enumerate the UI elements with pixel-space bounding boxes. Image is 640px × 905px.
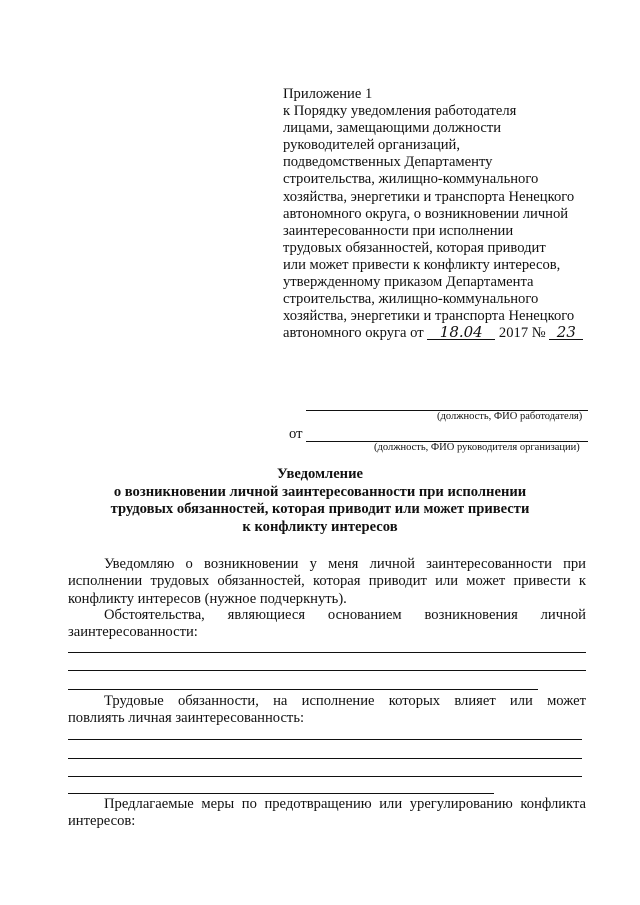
fill-line [68,670,586,671]
fill-line [68,793,494,794]
title-line: Уведомление [277,466,363,482]
title-line: к конфликту интересов [242,518,398,535]
appendix-line: строительства, жилищно-коммунального [283,171,539,188]
fill-line [68,652,586,653]
appendix-order-line [283,325,603,342]
appendix-line: руководителей организаций, [283,137,461,154]
from-label: от [289,426,303,442]
head-caption: (должность, ФИО руководителя организации) [374,442,580,453]
paragraph-notice [68,556,586,608]
paragraph-circumstances [68,607,586,642]
text-line: заинтересованности: [68,624,198,641]
title-line: трудовых обязанностей, которая приводит или может привести [110,501,530,517]
appendix-line: утвержденному приказом Департамента [283,274,534,291]
fill-line [68,739,582,740]
text-line: Обстоятельства, являющиеся основанием возникновения личной [104,607,586,623]
text-line: конфликту интересов (нужное подчеркнуть). [68,590,347,607]
appendix-line: хозяйства, энергетики и транспорта Ненецкого [283,308,575,325]
employer-caption: (должность, ФИО работодателя) [437,411,583,422]
fill-line [68,776,582,777]
text-line: интересов: [68,813,136,830]
paragraph-duties [68,693,586,728]
title-line: о возникновении личной заинтересованности при исполнении [113,483,527,500]
text-line: Трудовые обязанности, на исполнение которых влияет или может [104,693,586,709]
appendix-line: строительства, жилищно-коммунального [283,291,539,308]
appendix-line: или может привести к конфликту интересов, [283,256,561,273]
appendix-line: лицами, замещающими должности [283,120,502,137]
appendix-line: подведомственных Департаменту [283,154,493,171]
appendix-line: хозяйства, энергетики и транспорта Ненецкого [283,188,575,205]
text-line: исполнении трудовых обязанностей, которая приводит или может привести к [68,573,586,590]
appendix-line: заинтересованности при исполнении [283,222,514,239]
fill-line [68,758,582,759]
paragraph-measures [68,796,586,831]
text-line: Предлагаемые меры по предотвращению или урегулированию конфликта [104,796,586,812]
handwritten-order-date: 18.04 [427,325,495,340]
appendix-block [283,86,603,342]
order-prefix: автономного округа от [283,325,424,342]
appendix-line: трудовых обязанностей, которая приводит [283,239,546,256]
appendix-line: Приложение 1 [283,86,373,102]
handwritten-order-number: 23 [549,325,583,340]
appendix-line: автономного округа, о возникновении личной [283,205,569,222]
text-line: повлиять личная заинтересованность: [68,710,305,727]
notice-title [0,466,640,536]
fill-line [68,689,538,690]
appendix-line: к Порядку уведомления работодателя [283,103,517,120]
order-year: 2017 № [498,325,546,342]
text-line: Уведомляю о возникновении у меня личной заинтересованности при [104,556,586,572]
